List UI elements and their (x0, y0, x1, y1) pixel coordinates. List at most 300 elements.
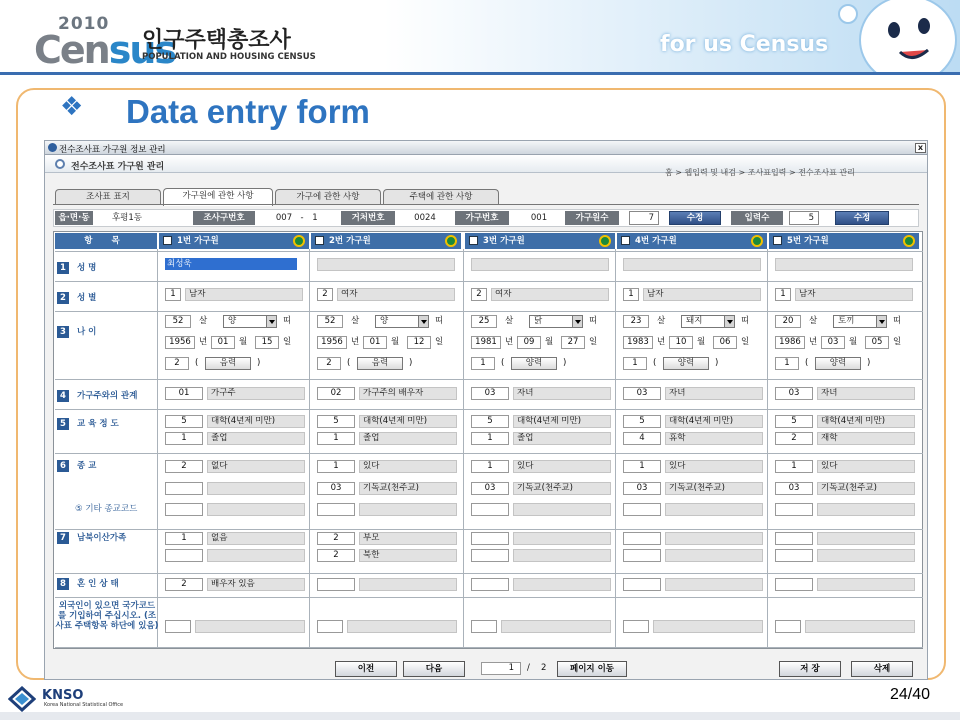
education-text: 대학(4년제 미만) (513, 415, 611, 428)
row-label (57, 325, 96, 338)
row-number: 7 (57, 532, 69, 544)
birth-month-field[interactable]: 09 (517, 336, 541, 349)
separated-text-2 (665, 549, 763, 562)
relation-code-field[interactable]: 01 (165, 387, 203, 400)
age-field[interactable]: 52 (317, 315, 343, 328)
paren-close: ) (715, 358, 719, 368)
slide-header (0, 0, 960, 74)
member-column-label: 5번 가구원 (787, 236, 829, 246)
separated-code-field-2[interactable]: 2 (317, 549, 355, 562)
members-modify-button[interactable]: 수정 (669, 211, 721, 225)
religion-other-text (207, 482, 305, 495)
religion-extra-field[interactable] (165, 503, 203, 516)
education-code-field[interactable]: 5 (471, 415, 509, 428)
separated-code-field[interactable] (775, 532, 813, 545)
religion-other-code-field[interactable]: 03 (623, 482, 661, 495)
day-unit: 일 (283, 337, 292, 347)
religion-code-field[interactable]: 1 (775, 460, 813, 473)
religion-code-field[interactable]: 1 (317, 460, 355, 473)
title-bullet-icon: ❖ (60, 92, 84, 122)
graduation-code-field[interactable]: 4 (623, 432, 661, 445)
separated-code-field-2[interactable] (471, 549, 509, 562)
sex-code-field[interactable]: 1 (165, 288, 181, 301)
district-b: 1 (312, 213, 318, 223)
separated-code-field-2[interactable] (165, 549, 203, 562)
sex-code-field[interactable]: 2 (471, 288, 487, 301)
marital-code-field[interactable] (623, 578, 661, 591)
birth-year-field[interactable]: 1986 (775, 336, 805, 349)
foreign-code-field[interactable] (317, 620, 343, 633)
slide-title: Data entry form (126, 93, 370, 130)
birth-year-field[interactable]: 1981 (471, 336, 501, 349)
age-field[interactable]: 52 (165, 315, 191, 328)
column-divider (615, 249, 616, 647)
calendar-code-field[interactable]: 2 (317, 357, 341, 370)
zodiac-select[interactable] (681, 315, 735, 328)
row-number: 3 (57, 326, 69, 338)
region-value: 후평1동 (111, 213, 143, 223)
item-header: 항 목 (55, 233, 157, 249)
row-divider (55, 251, 923, 252)
birth-year-field[interactable]: 1956 (317, 336, 347, 349)
month-unit: 월 (849, 337, 858, 347)
row-label-text: 종 교 (77, 461, 97, 471)
member-select-checkbox[interactable] (469, 236, 478, 245)
row-number: 6 (57, 460, 69, 472)
tab-members[interactable]: 가구원에 관한 사항 (163, 188, 273, 206)
row-divider (55, 573, 923, 574)
relation-code-field[interactable]: 03 (623, 387, 661, 400)
foreign-country-note: 외국인이 있으면 국가코드를 기입하여 주십시오. (조사표 주택항목 하단에 있음) (55, 601, 159, 631)
education-text: 대학(4년제 미만) (207, 415, 305, 428)
row-label-text: 혼 인 상 태 (77, 579, 119, 589)
row-divider (55, 597, 923, 598)
birth-year-field[interactable]: 1956 (165, 336, 195, 349)
month-unit: 월 (391, 337, 400, 347)
birth-month-field[interactable]: 01 (211, 336, 235, 349)
calendar-type-button[interactable]: 음력 (357, 357, 403, 370)
app-icon (48, 143, 57, 152)
tab-cover[interactable]: 조사표 표지 (55, 189, 161, 205)
religion-text: 있다 (359, 460, 457, 473)
birth-day-field[interactable]: 05 (865, 336, 889, 349)
member-column-label: 1번 가구원 (177, 236, 219, 246)
zodiac-select[interactable] (375, 315, 429, 328)
name-field[interactable] (623, 258, 761, 271)
religion-other-text: 기독교(천주교) (513, 482, 611, 495)
row-number: 2 (57, 292, 69, 304)
paren-close: ) (563, 358, 567, 368)
day-unit: 일 (893, 337, 902, 347)
member-select-checkbox[interactable] (315, 236, 324, 245)
graduation-code-field[interactable]: 1 (471, 432, 509, 445)
calendar-type-button[interactable]: 양력 (815, 357, 861, 370)
relation-text: 가구주 (207, 387, 305, 400)
member-select-checkbox[interactable] (621, 236, 630, 245)
member-column-header (465, 233, 615, 249)
religion-text: 없다 (207, 460, 305, 473)
chevron-down-icon (572, 316, 582, 327)
relation-text: 자녀 (513, 387, 611, 400)
sex-code-field[interactable]: 1 (623, 288, 639, 301)
education-code-field[interactable]: 5 (317, 415, 355, 428)
marital-code-field[interactable]: 2 (165, 578, 203, 591)
graduation-code-field[interactable]: 1 (165, 432, 203, 445)
religion-code-field[interactable]: 2 (165, 460, 203, 473)
separated-code-field-2[interactable] (775, 549, 813, 562)
logo-year: 2010 (58, 14, 110, 34)
row-label-text: 나 이 (77, 327, 97, 337)
row-label (57, 291, 96, 304)
logo-english-title: POPULATION AND HOUSING CENSUS (142, 52, 316, 62)
refresh-icon[interactable] (599, 235, 611, 247)
calendar-code-field[interactable]: 2 (165, 357, 189, 370)
month-unit: 월 (239, 337, 248, 347)
month-unit: 월 (697, 337, 706, 347)
relation-code-field[interactable]: 02 (317, 387, 355, 400)
paren-close: ) (257, 358, 261, 368)
column-divider (157, 249, 158, 647)
day-unit: 일 (435, 337, 444, 347)
age-unit: 살 (657, 316, 666, 326)
entry-modify-button[interactable]: 수정 (835, 211, 889, 225)
member-column-label: 4번 가구원 (635, 236, 677, 246)
row-divider (55, 379, 923, 380)
panel-title: 전수조사표 가구원 관리 (71, 162, 165, 172)
zodiac-value: 양 (228, 316, 237, 326)
chevron-down-icon (418, 316, 428, 327)
member-column-header (159, 233, 309, 249)
sex-text: 남자 (795, 288, 913, 301)
marital-code-field[interactable] (471, 578, 509, 591)
graduation-text: 졸업 (207, 432, 305, 445)
row-label (57, 261, 96, 274)
close-button[interactable]: x (915, 143, 926, 153)
separated-text-2: 북한 (359, 549, 457, 562)
dwelling-label: 거처번호 (341, 211, 395, 225)
name-field[interactable] (775, 258, 913, 271)
calendar-code-field[interactable]: 1 (623, 357, 647, 370)
page-total: 2 (541, 663, 547, 673)
separated-text (665, 532, 763, 545)
religion-extra-text (207, 503, 305, 516)
chevron-down-icon (266, 316, 276, 327)
birth-month-field[interactable]: 01 (363, 336, 387, 349)
calendar-type-button[interactable]: 양력 (511, 357, 557, 370)
name-field[interactable]: 최성욱 (165, 258, 297, 270)
tab-underline (53, 204, 919, 205)
app-window (44, 140, 928, 680)
religion-extra-field[interactable] (775, 503, 813, 516)
religion-text: 있다 (665, 460, 763, 473)
birth-day-field[interactable]: 15 (255, 336, 279, 349)
separated-code-field-2[interactable] (623, 549, 661, 562)
zodiac-unit: 띠 (435, 316, 444, 326)
relation-text: 가구주의 배우자 (359, 387, 457, 400)
page-separator: / (527, 663, 530, 673)
separated-text-2 (513, 549, 611, 562)
page-number: 24/40 (890, 686, 931, 703)
name-field[interactable] (317, 258, 455, 271)
refresh-icon[interactable] (293, 235, 305, 247)
row-divider (55, 409, 923, 410)
prev-button[interactable]: 이전 (335, 661, 397, 677)
paren-open: ( (805, 358, 809, 368)
age-unit: 살 (351, 316, 360, 326)
logo-word-b: sus (108, 28, 176, 72)
header-divider (0, 72, 960, 75)
slogan: for us Census (660, 32, 829, 57)
foreign-code-field[interactable] (165, 620, 191, 633)
row-divider (55, 529, 923, 530)
row-number: 4 (57, 390, 69, 402)
graduation-code-field[interactable]: 1 (317, 432, 355, 445)
row-divider (55, 453, 923, 454)
row-number: 1 (57, 262, 69, 274)
age-field[interactable]: 23 (623, 315, 649, 328)
marital-text: 배우자 있음 (207, 578, 305, 591)
separated-code-field[interactable]: 2 (317, 532, 355, 545)
age-unit: 살 (199, 316, 208, 326)
separated-text: 부모 (359, 532, 457, 545)
page-input[interactable]: 1 (481, 662, 521, 675)
separated-text-2 (207, 549, 305, 562)
district-a: 007 (275, 213, 293, 223)
sex-text: 여자 (337, 288, 455, 301)
zodiac-unit: 띠 (893, 316, 902, 326)
zodiac-select[interactable] (833, 315, 887, 328)
district-label: 조사구번호 (193, 211, 255, 225)
chevron-down-icon (724, 316, 734, 327)
foreign-code-field[interactable] (471, 620, 497, 633)
age-field[interactable]: 25 (471, 315, 497, 328)
marital-code-field[interactable] (317, 578, 355, 591)
religion-code-field[interactable]: 1 (471, 460, 509, 473)
year-unit: 년 (657, 337, 666, 347)
marital-text (359, 578, 457, 591)
education-code-field[interactable]: 5 (165, 415, 203, 428)
birth-day-field[interactable]: 12 (407, 336, 431, 349)
row-label (57, 459, 96, 472)
row-label-text: 남북이산가족 (77, 533, 127, 543)
column-divider (309, 249, 310, 647)
foreign-code-field[interactable] (775, 620, 801, 633)
foreign-code-field[interactable] (623, 620, 649, 633)
education-text: 대학(4년제 미만) (359, 415, 457, 428)
member-column-header (311, 233, 461, 249)
religion-code-field[interactable]: 1 (623, 460, 661, 473)
graduation-text: 휴학 (665, 432, 763, 445)
foreign-text (195, 620, 305, 633)
member-column-header (617, 233, 767, 249)
save-button[interactable]: 저 장 (779, 661, 841, 677)
religion-other-code-field[interactable]: 03 (317, 482, 355, 495)
religion-code-note: ⑤ 기타 종교코드 (75, 504, 138, 514)
education-code-field[interactable]: 5 (623, 415, 661, 428)
row-divider (55, 647, 923, 648)
refresh-icon[interactable] (903, 235, 915, 247)
religion-extra-text (359, 503, 457, 516)
member-select-checkbox[interactable] (163, 236, 172, 245)
separated-code-field[interactable] (471, 532, 509, 545)
row-number: 5 (57, 418, 69, 430)
separated-text: 없음 (207, 532, 305, 545)
breadcrumb: 홈 > 웹입력 및 내검 > 조사표입력 > 전수조사표 관리 (665, 168, 855, 177)
region-label: 읍·면·동 (55, 211, 93, 225)
paren-close: ) (867, 358, 871, 368)
relation-text: 자녀 (817, 387, 915, 400)
marital-code-field[interactable] (775, 578, 813, 591)
org-subtitle: Korea National Statistical Office (44, 702, 124, 708)
paren-close: ) (409, 358, 413, 368)
religion-extra-text (665, 503, 763, 516)
paren-open: ( (347, 358, 351, 368)
logo-korean-title: 인구주택총조사 (142, 28, 291, 53)
relation-code-field[interactable]: 03 (775, 387, 813, 400)
paren-open: ( (501, 358, 505, 368)
calendar-type-button[interactable]: 음력 (205, 357, 251, 370)
religion-other-code-field[interactable] (165, 482, 203, 495)
marital-text (665, 578, 763, 591)
row-label-text: 성 명 (77, 263, 97, 273)
tab-household[interactable]: 가구에 관한 사항 (275, 189, 381, 205)
next-button[interactable]: 다음 (403, 661, 465, 677)
foreign-text (501, 620, 611, 633)
paren-open: ( (653, 358, 657, 368)
day-unit: 일 (589, 337, 598, 347)
graduation-text: 졸업 (359, 432, 457, 445)
row-label-text: 성 별 (77, 293, 97, 303)
month-unit: 월 (545, 337, 554, 347)
knso-logo-icon (8, 686, 36, 712)
row-label (57, 389, 137, 402)
religion-extra-text (513, 503, 611, 516)
education-text: 대학(4년제 미만) (817, 415, 915, 428)
member-column-label: 2번 가구원 (329, 236, 371, 246)
row-label-text: 가구주와의 관계 (77, 391, 138, 401)
zodiac-select[interactable] (223, 315, 277, 328)
mascot-icon (808, 0, 960, 74)
calendar-code-field[interactable]: 1 (775, 357, 799, 370)
window-titlebar (45, 141, 927, 155)
zodiac-select[interactable] (529, 315, 583, 328)
sex-text: 남자 (185, 288, 303, 301)
member-column-label: 3번 가구원 (483, 236, 525, 246)
goto-page-button[interactable]: 페이지 이동 (557, 661, 627, 677)
year-unit: 년 (199, 337, 208, 347)
logo-word-a: Cen (34, 28, 109, 72)
chevron-down-icon (876, 316, 886, 327)
zodiac-value: 닭 (534, 316, 543, 326)
footer-bar (0, 712, 960, 720)
separated-text (817, 532, 915, 545)
religion-extra-field[interactable] (471, 503, 509, 516)
entry-count-label: 입력수 (731, 211, 783, 225)
refresh-icon[interactable] (445, 235, 457, 247)
religion-other-text: 기독교(천주교) (359, 482, 457, 495)
birth-year-field[interactable]: 1983 (623, 336, 653, 349)
refresh-icon[interactable] (751, 235, 763, 247)
day-unit: 일 (741, 337, 750, 347)
age-unit: 살 (505, 316, 514, 326)
religion-extra-text (817, 503, 915, 516)
marital-text (513, 578, 611, 591)
zodiac-unit: 띠 (589, 316, 598, 326)
sex-code-field[interactable]: 2 (317, 288, 333, 301)
tab-housing[interactable]: 주택에 관한 사항 (383, 189, 499, 205)
members-count-field[interactable]: 7 (629, 211, 659, 225)
birth-month-field[interactable]: 10 (669, 336, 693, 349)
sex-text: 남자 (643, 288, 761, 301)
zodiac-value: 돼지 (686, 316, 703, 326)
education-code-field[interactable]: 5 (775, 415, 813, 428)
birth-month-field[interactable]: 03 (821, 336, 845, 349)
year-unit: 년 (809, 337, 818, 347)
religion-text: 있다 (817, 460, 915, 473)
members-label: 가구원수 (565, 211, 619, 225)
foreign-text (347, 620, 457, 633)
paren-open: ( (195, 358, 199, 368)
row-label (57, 531, 126, 544)
district-sep: - (300, 213, 304, 223)
member-select-checkbox[interactable] (773, 236, 782, 245)
education-text: 대학(4년제 미만) (665, 415, 763, 428)
name-field[interactable] (471, 258, 609, 271)
sex-text: 여자 (491, 288, 609, 301)
religion-extra-field[interactable] (317, 503, 355, 516)
graduation-text: 재학 (817, 432, 915, 445)
foreign-text (805, 620, 915, 633)
year-unit: 년 (351, 337, 360, 347)
row-number: 8 (57, 578, 69, 590)
dwelling-value: 0024 (414, 213, 436, 223)
religion-extra-field[interactable] (623, 503, 661, 516)
zodiac-unit: 띠 (741, 316, 750, 326)
foreign-text (653, 620, 763, 633)
row-label (57, 417, 119, 430)
entry-count-field[interactable]: 5 (789, 211, 819, 225)
calendar-code-field[interactable]: 1 (471, 357, 495, 370)
row-label-text: 교 육 정 도 (77, 419, 119, 429)
separated-code-field[interactable]: 1 (165, 532, 203, 545)
graduation-text: 졸업 (513, 432, 611, 445)
sex-code-field[interactable]: 1 (775, 288, 791, 301)
religion-other-text: 기독교(천주교) (817, 482, 915, 495)
relation-code-field[interactable]: 03 (471, 387, 509, 400)
age-field[interactable]: 20 (775, 315, 801, 328)
marital-text (817, 578, 915, 591)
row-divider (55, 311, 923, 312)
member-column-header (769, 233, 919, 249)
religion-other-code-field[interactable]: 03 (471, 482, 509, 495)
separated-text-2 (817, 549, 915, 562)
panel-bullet-icon (55, 159, 65, 169)
religion-other-text: 기독교(천주교) (665, 482, 763, 495)
year-unit: 년 (505, 337, 514, 347)
household-label: 가구번호 (455, 211, 509, 225)
birth-day-field[interactable]: 27 (561, 336, 585, 349)
religion-text: 있다 (513, 460, 611, 473)
separated-code-field[interactable] (623, 532, 661, 545)
calendar-type-button[interactable]: 양력 (663, 357, 709, 370)
delete-button[interactable]: 삭제 (851, 661, 913, 677)
zodiac-value: 양 (380, 316, 389, 326)
birth-day-field[interactable]: 06 (713, 336, 737, 349)
relation-text: 자녀 (665, 387, 763, 400)
row-divider (55, 281, 923, 282)
religion-other-code-field[interactable]: 03 (775, 482, 813, 495)
graduation-code-field[interactable]: 2 (775, 432, 813, 445)
